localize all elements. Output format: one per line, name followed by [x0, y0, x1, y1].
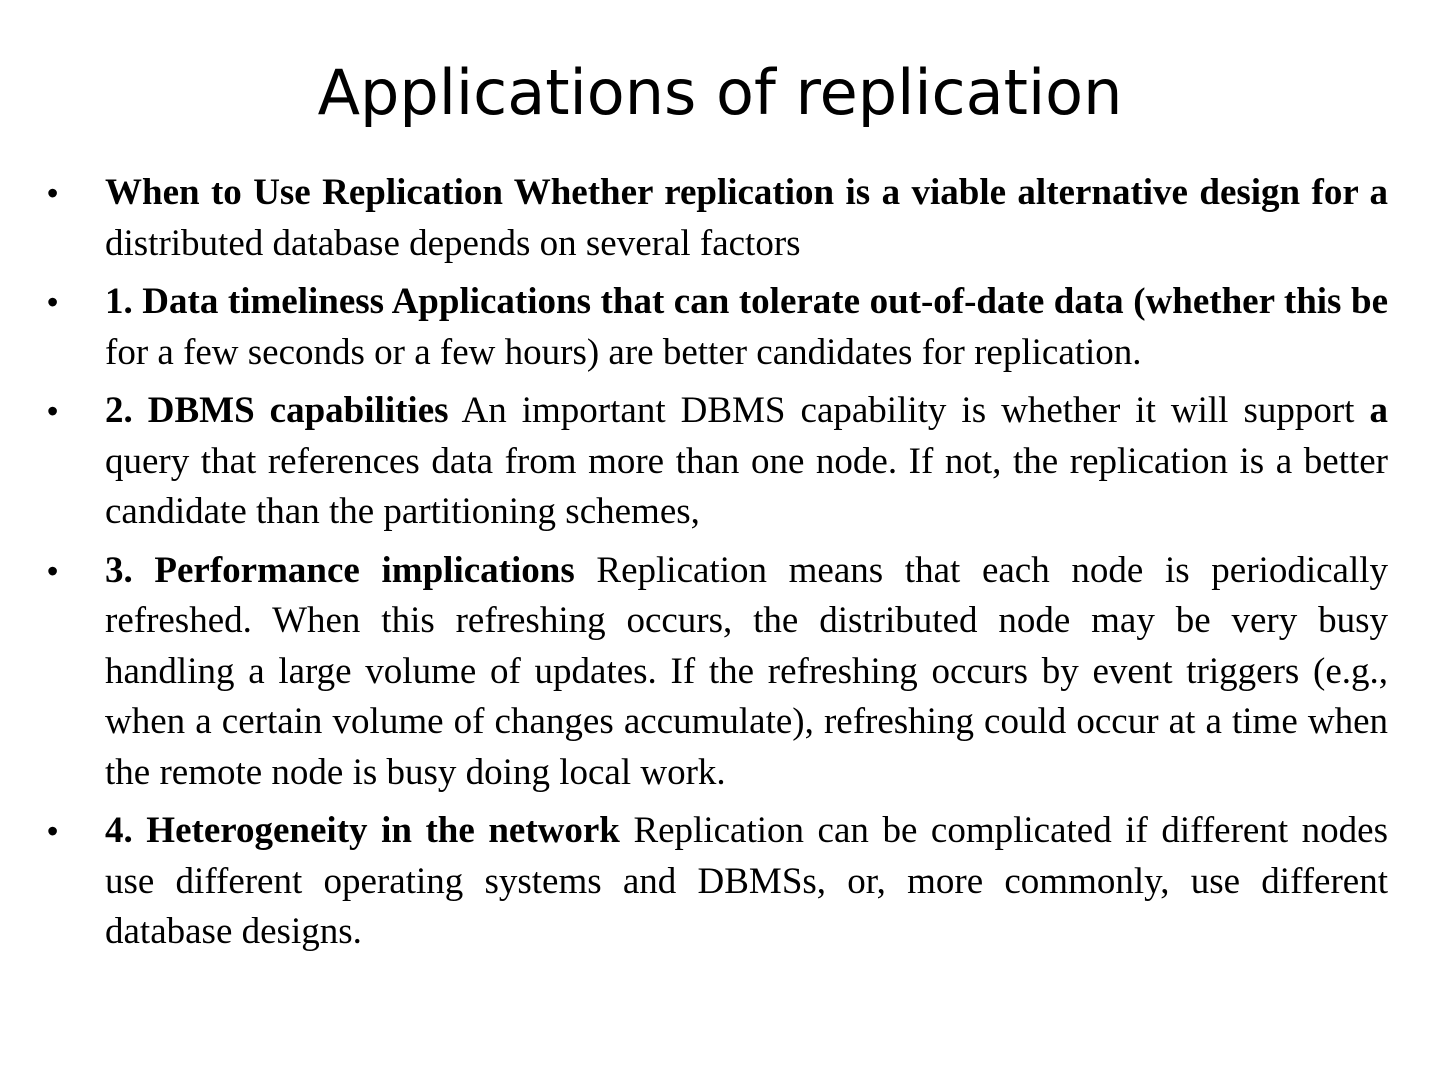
bullet-body: distributed database depends on several factors — [105, 222, 801, 264]
bullet-bold-lead: When to Use Replication Whether replication is a viable alternative design for a — [105, 172, 1388, 213]
bullet-body: for a few seconds or a few hours) are better candidates for replication. — [105, 331, 1142, 373]
bullet-dot-icon: • — [47, 175, 59, 211]
bullet-text — [105, 168, 1388, 269]
bullet-text — [105, 806, 1388, 958]
bullet-text — [105, 546, 1388, 799]
bullet-list — [47, 168, 1388, 966]
bullet-dot-icon: • — [47, 552, 59, 589]
bullet-text — [105, 277, 1388, 378]
bullet-bold-lead: 4. Heterogeneity in the network — [105, 810, 620, 851]
bullet-item — [47, 546, 1388, 799]
bullet-item — [47, 277, 1388, 378]
bullet-body: Replication can be complicated if different nodes use different operating systems and DBMSs, or, more commonly, use different database designs. — [105, 810, 1388, 952]
bullet-item — [47, 168, 1388, 269]
bullet-bold-lead: 2. DBMS capabilities — [105, 390, 449, 431]
bullet-dot-icon: • — [47, 813, 59, 849]
bullet-body: Replication means that each node is periodically refreshed. When this refreshing occurs, the distributed node may be very busy handling a large volume of updates. If the refreshing occurs by event triggers (e.g., when a certain volume of changes accumulate), refreshing could occur at a time when the remote node is busy doing local work. — [105, 549, 1389, 793]
bullet-dot-icon: • — [47, 393, 59, 429]
bullet-bold-inline: a — [1369, 390, 1388, 431]
bullet-bold-lead: 1. Data timeliness Applications that can tolerate out-of-date data (whether this be — [105, 281, 1388, 322]
bullet-body-continued: query that references data from more than one node. If not, the replication is a better candidate than the partitioning schemes, — [105, 440, 1388, 532]
slide-title: Applications of replication — [317, 56, 1123, 129]
bullet-bold-lead: 3. Performance implications — [105, 549, 575, 591]
bullet-text — [105, 386, 1388, 538]
bullet-item — [47, 386, 1388, 538]
bullet-body: An important DBMS capability is whether it will support — [448, 390, 1370, 431]
bullet-dot-icon: • — [47, 284, 59, 320]
bullet-item — [47, 806, 1388, 958]
